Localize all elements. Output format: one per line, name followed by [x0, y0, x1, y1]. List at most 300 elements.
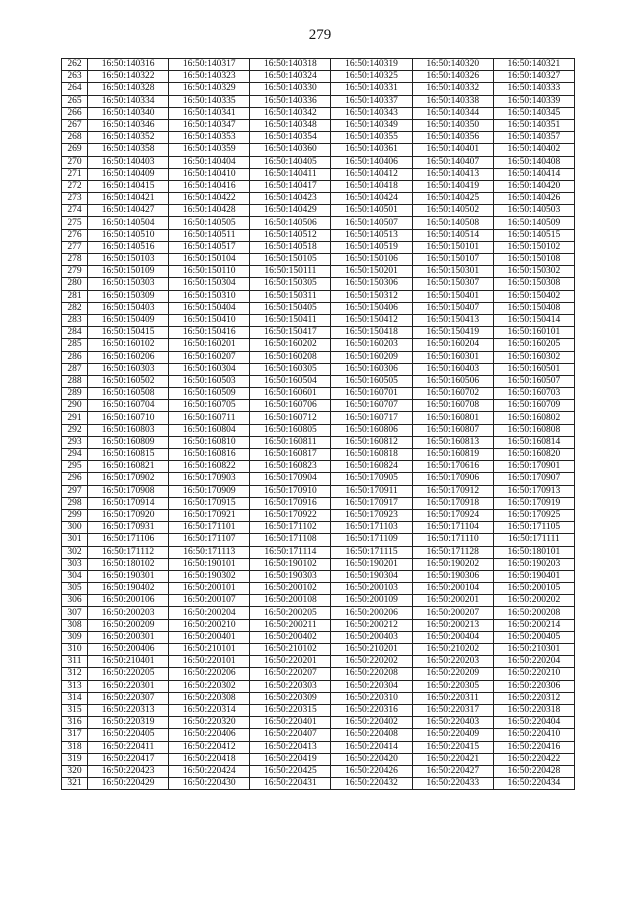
- row-number-cell: 293: [62, 436, 88, 448]
- cadastral-number-cell: 16:50:140416: [169, 180, 250, 192]
- cadastral-number-cell: 16:50:190203: [493, 558, 574, 570]
- cadastral-number-cell: 16:50:220432: [331, 778, 412, 790]
- cadastral-number-cell: 16:50:150406: [331, 302, 412, 314]
- row-number-cell: 284: [62, 327, 88, 339]
- cadastral-number-cell: 16:50:220404: [493, 717, 574, 729]
- cadastral-number-cell: 16:50:220415: [412, 741, 493, 753]
- table-row: [62, 388, 575, 400]
- cadastral-number-cell: 16:50:140511: [169, 229, 250, 241]
- cadastral-number-cell: 16:50:170922: [250, 509, 331, 521]
- table-row: [62, 217, 575, 229]
- cadastral-number-cell: 16:50:220304: [331, 680, 412, 692]
- cadastral-number-cell: 16:50:190102: [250, 558, 331, 570]
- table-row: [62, 497, 575, 509]
- cadastral-number-cell: 16:50:140414: [493, 168, 574, 180]
- cadastral-number-cell: 16:50:160505: [331, 375, 412, 387]
- cadastral-number-cell: 16:50:160506: [412, 375, 493, 387]
- cadastral-number-cell: 16:50:190301: [88, 570, 169, 582]
- cadastral-number-cell: 16:50:160711: [169, 412, 250, 424]
- cadastral-number-cell: 16:50:170931: [88, 522, 169, 534]
- table-row: [62, 595, 575, 607]
- cadastral-number-cell: 16:50:160710: [88, 412, 169, 424]
- cadastral-number-cell: 16:50:140333: [493, 83, 574, 95]
- cadastral-number-cell: 16:50:200105: [493, 583, 574, 595]
- cadastral-number-cell: 16:50:171113: [169, 546, 250, 558]
- table-row: [62, 351, 575, 363]
- cadastral-number-cell: 16:50:160813: [412, 436, 493, 448]
- cadastral-number-cell: 16:50:160601: [250, 388, 331, 400]
- cadastral-number-cell: 16:50:150111: [250, 266, 331, 278]
- table-row: [62, 631, 575, 643]
- cadastral-number-cell: 16:50:160507: [493, 375, 574, 387]
- cadastral-number-cell: 16:50:220205: [88, 668, 169, 680]
- cadastral-number-cell: 16:50:220311: [412, 692, 493, 704]
- table-row: [62, 59, 575, 71]
- cadastral-number-cell: 16:50:220303: [250, 680, 331, 692]
- cadastral-number-cell: 16:50:140417: [250, 180, 331, 192]
- cadastral-number-cell: 16:50:220305: [412, 680, 493, 692]
- cadastral-number-cell: 16:50:150413: [412, 314, 493, 326]
- table-row: [62, 168, 575, 180]
- table-row: [62, 363, 575, 375]
- cadastral-number-cell: 16:50:140339: [493, 95, 574, 107]
- table-row: [62, 522, 575, 534]
- row-number-cell: 320: [62, 765, 88, 777]
- cadastral-number-cell: 16:50:171128: [412, 546, 493, 558]
- table-row: [62, 473, 575, 485]
- cadastral-number-cell: 16:50:220312: [493, 692, 574, 704]
- cadastral-number-cell: 16:50:140353: [169, 132, 250, 144]
- cadastral-number-cell: 16:50:170904: [250, 473, 331, 485]
- cadastral-number-cell: 16:50:140321: [493, 59, 574, 71]
- row-number-cell: 298: [62, 497, 88, 509]
- cadastral-number-cell: 16:50:220317: [412, 704, 493, 716]
- cadastral-number-cell: 16:50:140318: [250, 59, 331, 71]
- cadastral-number-cell: 16:50:190402: [88, 583, 169, 595]
- cadastral-number-cell: 16:50:160503: [169, 375, 250, 387]
- cadastral-number-cell: 16:50:150306: [331, 278, 412, 290]
- cadastral-number-cell: 16:50:170914: [88, 497, 169, 509]
- row-number-cell: 279: [62, 266, 88, 278]
- cadastral-number-cell: 16:50:220301: [88, 680, 169, 692]
- cadastral-number-cell: 16:50:170903: [169, 473, 250, 485]
- cadastral-number-cell: 16:50:140322: [88, 71, 169, 83]
- cadastral-number-cell: 16:50:160817: [250, 449, 331, 461]
- cadastral-number-cell: 16:50:140358: [88, 144, 169, 156]
- cadastral-number-cell: 16:50:140420: [493, 180, 574, 192]
- cadastral-number-cell: 16:50:200406: [88, 644, 169, 656]
- cadastral-number-cell: 16:50:171111: [493, 534, 574, 546]
- row-number-cell: 312: [62, 668, 88, 680]
- cadastral-number-cell: 16:50:140518: [250, 241, 331, 253]
- cadastral-number-cell: 16:50:150401: [412, 290, 493, 302]
- cadastral-number-cell: 16:50:170915: [169, 497, 250, 509]
- cadastral-number-cell: 16:50:150309: [88, 290, 169, 302]
- cadastral-number-cell: 16:50:220316: [331, 704, 412, 716]
- cadastral-number-cell: 16:50:170907: [493, 473, 574, 485]
- cadastral-number-cell: 16:50:170918: [412, 497, 493, 509]
- cadastral-number-cell: 16:50:140513: [331, 229, 412, 241]
- cadastral-number-cell: 16:50:140505: [169, 217, 250, 229]
- cadastral-number-cell: 16:50:170908: [88, 485, 169, 497]
- cadastral-number-cell: 16:50:160707: [331, 400, 412, 412]
- cadastral-number-cell: 16:50:160805: [250, 424, 331, 436]
- cadastral-number-cell: 16:50:220413: [250, 741, 331, 753]
- cadastral-number-cell: 16:50:150307: [412, 278, 493, 290]
- row-number-cell: 306: [62, 595, 88, 607]
- cadastral-number-cell: 16:50:160207: [169, 351, 250, 363]
- row-number-cell: 313: [62, 680, 88, 692]
- row-number-cell: 282: [62, 302, 88, 314]
- cadastral-number-cell: 16:50:200208: [493, 607, 574, 619]
- cadastral-number-cell: 16:50:140352: [88, 132, 169, 144]
- cadastral-number-cell: 16:50:160206: [88, 351, 169, 363]
- cadastral-number-cell: 16:50:220402: [331, 717, 412, 729]
- cadastral-number-cell: 16:50:200103: [331, 583, 412, 595]
- cadastral-number-cell: 16:50:140360: [250, 144, 331, 156]
- cadastral-number-cell: 16:50:190202: [412, 558, 493, 570]
- row-number-cell: 308: [62, 619, 88, 631]
- cadastral-number-cell: 16:50:140423: [250, 193, 331, 205]
- table-row: [62, 509, 575, 521]
- row-number-cell: 281: [62, 290, 88, 302]
- row-number-cell: 278: [62, 254, 88, 266]
- cadastral-number-cell: 16:50:140501: [331, 205, 412, 217]
- table-row: [62, 119, 575, 131]
- cadastral-number-cell: 16:50:140346: [88, 119, 169, 131]
- cadastral-number-cell: 16:50:160709: [493, 400, 574, 412]
- cadastral-number-cell: 16:50:140329: [169, 83, 250, 95]
- table-row: [62, 278, 575, 290]
- cadastral-number-cell: 16:50:190401: [493, 570, 574, 582]
- cadastral-number-cell: 16:50:220424: [169, 765, 250, 777]
- cadastral-number-cell: 16:50:160209: [331, 351, 412, 363]
- cadastral-number-cell: 16:50:220405: [88, 729, 169, 741]
- cadastral-number-cell: 16:50:220426: [331, 765, 412, 777]
- cadastral-number-cell: 16:50:140337: [331, 95, 412, 107]
- table-row: [62, 156, 575, 168]
- cadastral-number-cell: 16:50:140351: [493, 119, 574, 131]
- cadastral-number-cell: 16:50:220206: [169, 668, 250, 680]
- cadastral-number-cell: 16:50:150417: [250, 327, 331, 339]
- cadastral-number-cell: 16:50:200205: [250, 607, 331, 619]
- cadastral-number-cell: 16:50:160815: [88, 449, 169, 461]
- cadastral-number-cell: 16:50:200204: [169, 607, 250, 619]
- cadastral-number-cell: 16:50:220406: [169, 729, 250, 741]
- cadastral-number-cell: 16:50:190101: [169, 558, 250, 570]
- row-number-cell: 311: [62, 656, 88, 668]
- cadastral-number-cell: 16:50:160502: [88, 375, 169, 387]
- row-number-cell: 317: [62, 729, 88, 741]
- cadastral-number-cell: 16:50:140359: [169, 144, 250, 156]
- cadastral-number-cell: 16:50:200214: [493, 619, 574, 631]
- cadastral-number-cell: 16:50:160807: [412, 424, 493, 436]
- row-number-cell: 267: [62, 119, 88, 131]
- table-row: [62, 717, 575, 729]
- row-number-cell: 286: [62, 351, 88, 363]
- cadastral-number-cell: 16:50:150108: [493, 254, 574, 266]
- cadastral-number-cell: 16:50:150109: [88, 266, 169, 278]
- cadastral-number-cell: 16:50:210201: [331, 644, 412, 656]
- cadastral-number-cell: 16:50:220204: [493, 656, 574, 668]
- cadastral-number-cell: 16:50:220320: [169, 717, 250, 729]
- cadastral-number-cell: 16:50:200202: [493, 595, 574, 607]
- cadastral-number-cell: 16:50:171103: [331, 522, 412, 534]
- cadastral-number-cell: 16:50:160812: [331, 436, 412, 448]
- table-row: [62, 656, 575, 668]
- row-number-cell: 266: [62, 107, 88, 119]
- cadastral-number-cell: 16:50:140410: [169, 168, 250, 180]
- cadastral-number-cell: 16:50:190306: [412, 570, 493, 582]
- cadastral-number-cell: 16:50:160204: [412, 339, 493, 351]
- cadastral-number-cell: 16:50:140411: [250, 168, 331, 180]
- cadastral-number-cell: 16:50:150404: [169, 302, 250, 314]
- row-number-cell: 277: [62, 241, 88, 253]
- cadastral-number-cell: 16:50:140320: [412, 59, 493, 71]
- cadastral-number-cell: 16:50:140512: [250, 229, 331, 241]
- cadastral-number-cell: 16:50:170917: [331, 497, 412, 509]
- table-row: [62, 644, 575, 656]
- cadastral-number-cell: 16:50:140338: [412, 95, 493, 107]
- cadastral-number-cell: 16:50:140343: [331, 107, 412, 119]
- cadastral-number-cell: 16:50:140516: [88, 241, 169, 253]
- row-number-cell: 276: [62, 229, 88, 241]
- cadastral-number-cell: 16:50:210301: [493, 644, 574, 656]
- cadastral-number-cell: 16:50:160816: [169, 449, 250, 461]
- row-number-cell: 275: [62, 217, 88, 229]
- cadastral-number-cell: 16:50:150410: [169, 314, 250, 326]
- cadastral-number-cell: 16:50:220422: [493, 753, 574, 765]
- cadastral-number-cell: 16:50:220409: [412, 729, 493, 741]
- cadastral-number-cell: 16:50:140517: [169, 241, 250, 253]
- cadastral-number-cell: 16:50:140319: [331, 59, 412, 71]
- cadastral-number-cell: 16:50:140514: [412, 229, 493, 241]
- cadastral-number-cell: 16:50:200403: [331, 631, 412, 643]
- cadastral-number-cell: 16:50:140401: [412, 144, 493, 156]
- cadastral-number-cell: 16:50:200207: [412, 607, 493, 619]
- cadastral-number-cell: 16:50:200404: [412, 631, 493, 643]
- table-row: [62, 449, 575, 461]
- cadastral-number-cell: 16:50:140415: [88, 180, 169, 192]
- cadastral-number-cell: 16:50:220431: [250, 778, 331, 790]
- row-number-cell: 319: [62, 753, 88, 765]
- cadastral-number-cell: 16:50:140341: [169, 107, 250, 119]
- cadastral-number-cell: 16:50:170912: [412, 485, 493, 497]
- table-body: [62, 59, 575, 790]
- row-number-cell: 290: [62, 400, 88, 412]
- table-row: [62, 741, 575, 753]
- cadastral-number-cell: 16:50:171101: [169, 522, 250, 534]
- cadastral-number-cell: 16:50:160821: [88, 461, 169, 473]
- row-number-cell: 263: [62, 71, 88, 83]
- cadastral-number-cell: 16:50:220418: [169, 753, 250, 765]
- cadastral-number-cell: 16:50:150411: [250, 314, 331, 326]
- cadastral-number-cell: 16:50:140421: [88, 193, 169, 205]
- cadastral-number-cell: 16:50:220306: [493, 680, 574, 692]
- cadastral-number-cell: 16:50:200210: [169, 619, 250, 631]
- cadastral-number-cell: 16:50:160819: [412, 449, 493, 461]
- row-number-cell: 268: [62, 132, 88, 144]
- cadastral-number-cell: 16:50:220428: [493, 765, 574, 777]
- cadastral-number-cell: 16:50:170921: [169, 509, 250, 521]
- cadastral-number-cell: 16:50:170909: [169, 485, 250, 497]
- cadastral-number-cell: 16:50:220208: [331, 668, 412, 680]
- cadastral-number-cell: 16:50:170916: [250, 497, 331, 509]
- cadastral-number-cell: 16:50:220427: [412, 765, 493, 777]
- cadastral-number-cell: 16:50:150308: [493, 278, 574, 290]
- cadastral-number-cell: 16:50:220308: [169, 692, 250, 704]
- cadastral-number-cell: 16:50:140357: [493, 132, 574, 144]
- cadastral-number-cell: 16:50:170924: [412, 509, 493, 521]
- cadastral-number-cell: 16:50:180101: [493, 546, 574, 558]
- row-number-cell: 297: [62, 485, 88, 497]
- cadastral-number-cell: 16:50:140515: [493, 229, 574, 241]
- cadastral-number-cell: 16:50:220313: [88, 704, 169, 716]
- cadastral-number-cell: 16:50:140418: [331, 180, 412, 192]
- table-row: [62, 619, 575, 631]
- cadastral-number-cell: 16:50:171104: [412, 522, 493, 534]
- table-row: [62, 424, 575, 436]
- cadastral-number-cell: 16:50:150416: [169, 327, 250, 339]
- cadastral-number-cell: 16:50:150101: [412, 241, 493, 253]
- cadastral-number-cell: 16:50:160101: [493, 327, 574, 339]
- cadastral-number-cell: 16:50:220307: [88, 692, 169, 704]
- cadastral-number-cell: 16:50:150106: [331, 254, 412, 266]
- cadastral-number-cell: 16:50:160804: [169, 424, 250, 436]
- cadastral-number-cell: 16:50:160208: [250, 351, 331, 363]
- row-number-cell: 301: [62, 534, 88, 546]
- cadastral-number-cell: 16:50:160820: [493, 449, 574, 461]
- cadastral-number-cell: 16:50:200401: [169, 631, 250, 643]
- cadastral-number-cell: 16:50:170920: [88, 509, 169, 521]
- cadastral-number-cell: 16:50:140510: [88, 229, 169, 241]
- cadastral-number-cell: 16:50:150304: [169, 278, 250, 290]
- cadastral-number-cell: 16:50:160708: [412, 400, 493, 412]
- row-number-cell: 265: [62, 95, 88, 107]
- cadastral-number-cell: 16:50:171108: [250, 534, 331, 546]
- cadastral-number-cell: 16:50:220309: [250, 692, 331, 704]
- cadastral-number-cell: 16:50:210102: [250, 644, 331, 656]
- cadastral-number-cell: 16:50:140350: [412, 119, 493, 131]
- cadastral-number-cell: 16:50:200108: [250, 595, 331, 607]
- cadastral-number-cell: 16:50:140408: [493, 156, 574, 168]
- cadastral-number-cell: 16:50:200104: [412, 583, 493, 595]
- cadastral-number-cell: 16:50:220414: [331, 741, 412, 753]
- table-row: [62, 558, 575, 570]
- cadastral-number-cell: 16:50:150102: [493, 241, 574, 253]
- cadastral-number-cell: 16:50:220417: [88, 753, 169, 765]
- cadastral-number-cell: 16:50:160801: [412, 412, 493, 424]
- cadastral-number-cell: 16:50:140361: [331, 144, 412, 156]
- cadastral-number-cell: 16:50:210101: [169, 644, 250, 656]
- cadastral-number-cell: 16:50:220401: [250, 717, 331, 729]
- cadastral-number-cell: 16:50:170925: [493, 509, 574, 521]
- cadastral-number-cell: 16:50:160706: [250, 400, 331, 412]
- table-row: [62, 704, 575, 716]
- cadastral-number-cell: 16:50:140422: [169, 193, 250, 205]
- cadastral-number-cell: 16:50:200405: [493, 631, 574, 643]
- table-row: [62, 229, 575, 241]
- table-row: [62, 327, 575, 339]
- cadastral-number-cell: 16:50:140324: [250, 71, 331, 83]
- row-number-cell: 262: [62, 59, 88, 71]
- cadastral-number-cell: 16:50:140504: [88, 217, 169, 229]
- cadastral-number-cell: 16:50:150305: [250, 278, 331, 290]
- cadastral-number-cell: 16:50:150201: [331, 266, 412, 278]
- cadastral-number-cell: 16:50:220209: [412, 668, 493, 680]
- cadastral-number-cell: 16:50:140347: [169, 119, 250, 131]
- table-row: [62, 144, 575, 156]
- cadastral-number-cell: 16:50:140429: [250, 205, 331, 217]
- cadastral-number-cell: 16:50:220425: [250, 765, 331, 777]
- cadastral-number-cell: 16:50:150303: [88, 278, 169, 290]
- cadastral-number-cell: 16:50:150402: [493, 290, 574, 302]
- cadastral-number-cell: 16:50:160305: [250, 363, 331, 375]
- cadastral-number-cell: 16:50:140344: [412, 107, 493, 119]
- cadastral-number-cell: 16:50:220101: [169, 656, 250, 668]
- cadastral-number-cell: 16:50:210202: [412, 644, 493, 656]
- row-number-cell: 304: [62, 570, 88, 582]
- table-row: [62, 95, 575, 107]
- cadastral-number-cell: 16:50:160702: [412, 388, 493, 400]
- row-number-cell: 307: [62, 607, 88, 619]
- row-number-cell: 292: [62, 424, 88, 436]
- cadastral-number-cell: 16:50:220210: [493, 668, 574, 680]
- cadastral-number-cell: 16:50:180102: [88, 558, 169, 570]
- table-row: [62, 412, 575, 424]
- cadastral-number-cell: 16:50:140326: [412, 71, 493, 83]
- cadastral-number-cell: 16:50:150104: [169, 254, 250, 266]
- cadastral-number-cell: 16:50:200301: [88, 631, 169, 643]
- cadastral-number-cell: 16:50:160301: [412, 351, 493, 363]
- cadastral-number-cell: 16:50:200402: [250, 631, 331, 643]
- cadastral-number-cell: 16:50:140336: [250, 95, 331, 107]
- cadastral-number-cell: 16:50:220207: [250, 668, 331, 680]
- cadastral-number-cell: 16:50:140348: [250, 119, 331, 131]
- cadastral-number-cell: 16:50:140428: [169, 205, 250, 217]
- table-row: [62, 668, 575, 680]
- cadastral-number-cell: 16:50:220411: [88, 741, 169, 753]
- cadastral-number-cell: 16:50:220203: [412, 656, 493, 668]
- cadastral-number-cell: 16:50:160201: [169, 339, 250, 351]
- cadastral-number-cell: 16:50:220202: [331, 656, 412, 668]
- cadastral-number-cell: 16:50:190304: [331, 570, 412, 582]
- cadastral-number-cell: 16:50:140335: [169, 95, 250, 107]
- cadastral-number-cell: 16:50:160202: [250, 339, 331, 351]
- cadastral-number-cell: 16:50:200101: [169, 583, 250, 595]
- cadastral-number-cell: 16:50:140507: [331, 217, 412, 229]
- row-number-cell: 294: [62, 449, 88, 461]
- cadastral-number-cell: 16:50:160705: [169, 400, 250, 412]
- cadastral-number-cell: 16:50:160203: [331, 339, 412, 351]
- cadastral-number-cell: 16:50:160703: [493, 388, 574, 400]
- cadastral-number-cell: 16:50:170910: [250, 485, 331, 497]
- cadastral-number-cell: 16:50:150107: [412, 254, 493, 266]
- cadastral-number-cell: 16:50:200102: [250, 583, 331, 595]
- cadastral-number-cell: 16:50:190201: [331, 558, 412, 570]
- cadastral-number-cell: 16:50:200206: [331, 607, 412, 619]
- cadastral-number-cell: 16:50:160205: [493, 339, 574, 351]
- cadastral-number-cell: 16:50:160808: [493, 424, 574, 436]
- cadastral-number-cell: 16:50:140332: [412, 83, 493, 95]
- table-row: [62, 485, 575, 497]
- cadastral-number-cell: 16:50:140506: [250, 217, 331, 229]
- cadastral-number-cell: 16:50:160102: [88, 339, 169, 351]
- cadastral-number-cell: 16:50:171107: [169, 534, 250, 546]
- cadastral-number-cell: 16:50:140405: [250, 156, 331, 168]
- row-number-cell: 273: [62, 193, 88, 205]
- row-number-cell: 271: [62, 168, 88, 180]
